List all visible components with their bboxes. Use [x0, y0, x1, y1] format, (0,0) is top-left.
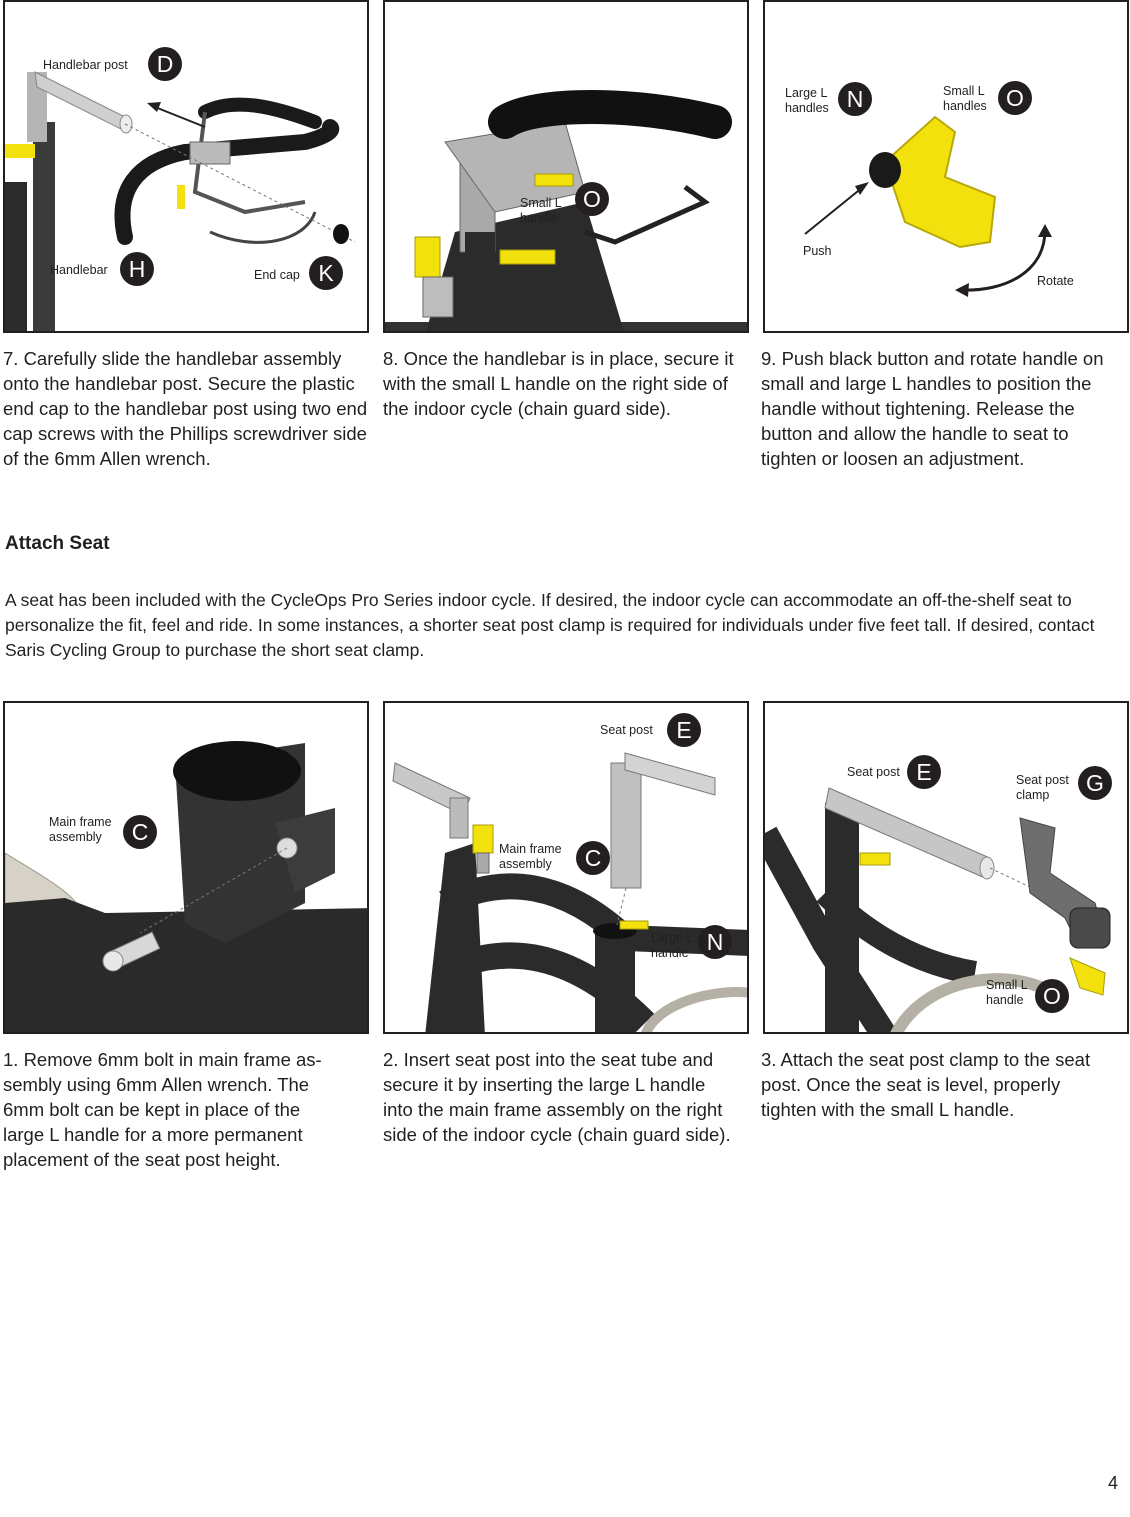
step-9-text: 9. Push black button and rotate handle on small and large L handles to position the handle without tightening. Release the button and allow the handle to seat to tighten or loosen an adjustment.	[761, 348, 1104, 469]
label-seat-post: Seat post	[600, 723, 653, 737]
label-end-cap: End cap	[254, 268, 300, 282]
label-large-l-handles: Large L handles	[785, 86, 829, 115]
figure-l-handle-adjust	[763, 0, 1129, 333]
badge-c: C	[123, 815, 157, 849]
figure-insert-seat-post	[383, 701, 749, 1034]
label-rotate: Rotate	[1037, 274, 1074, 288]
badge-e: E	[667, 713, 701, 747]
label-push: Push	[803, 244, 832, 258]
page-number: 4	[1107, 1473, 1118, 1493]
badge-o: O	[575, 182, 609, 216]
handlebar-secure-illustration	[385, 2, 749, 333]
label-large-l-handle: Large L handle	[651, 931, 694, 960]
step-8-text: 8. Once the handlebar is in place, secure it with the small L handle on the right side of the indoor cycle (chain guard side).	[383, 348, 734, 419]
label-seat-post-clamp: Seat post clamp	[1016, 773, 1069, 802]
attach-seat-clamp-illustration	[765, 703, 1129, 1034]
l-handle-illustration	[765, 2, 1129, 333]
label-main-frame-assembly: Main frame assembly	[499, 842, 562, 871]
badge-n: N	[838, 82, 872, 116]
label-small-l-handle: Small L handle	[986, 978, 1028, 1007]
figure-handlebar-secure	[383, 0, 749, 333]
badge-e: E	[907, 755, 941, 789]
badge-c: C	[576, 841, 610, 875]
section-intro: A seat has been included with the CycleOps Pro Series indoor cycle. If desired, the indoor cycle can accommodate an off-the-shelf seat to personalize the fit, feel and ride. In some instances, a shorter seat post clamp is required for individuals under five feet tall. If desired, contact Saris Cycling Group to purchase the short seat clamp.	[5, 590, 1095, 660]
label-small-l-handles: Small L handles	[943, 84, 987, 113]
figure-attach-seat-clamp	[763, 701, 1129, 1034]
label-handlebar-post: Handlebar post	[43, 58, 128, 72]
remove-bolt-illustration	[5, 703, 369, 1034]
label-small-l-handle: Small L handle	[520, 196, 562, 225]
step-2-text: 2. Insert seat post into the seat tube and secure it by inserting the large L handle into the main frame assembly on the right side of the indoor cycle (chain guard side).	[383, 1049, 731, 1145]
step-1-text: 1. Remove 6mm bolt in main frame as-sembly using 6mm Allen wrench. The 6mm bolt can be kept in place of the large L handle for a more permanent placement of the seat post height.	[3, 1049, 322, 1170]
figure-handlebar-assembly	[3, 0, 369, 333]
step-3-text: 3. Attach the seat post clamp to the seat post. Once the seat is level, properly tighten with the small L handle.	[761, 1049, 1091, 1120]
label-handlebar: Handlebar	[50, 263, 108, 277]
figure-remove-bolt	[3, 701, 369, 1034]
badge-d: D	[148, 47, 182, 81]
badge-k: K	[309, 256, 343, 290]
badge-h: H	[120, 252, 154, 286]
insert-seat-post-illustration	[385, 703, 749, 1034]
step-7-text: 7. Carefully slide the handlebar assembly onto the handlebar post. Secure the plastic end cap to the handlebar post using two end cap screws with the Phillips screwdriver side of the 6mm Allen wrench.	[3, 348, 368, 469]
badge-g: G	[1078, 766, 1112, 800]
section-title: Attach Seat	[5, 533, 110, 554]
badge-o: O	[1035, 979, 1069, 1013]
badge-o: O	[998, 81, 1032, 115]
label-seat-post: Seat post	[847, 765, 900, 779]
badge-n: N	[698, 925, 732, 959]
label-main-frame-assembly: Main frame assembly	[49, 815, 112, 844]
